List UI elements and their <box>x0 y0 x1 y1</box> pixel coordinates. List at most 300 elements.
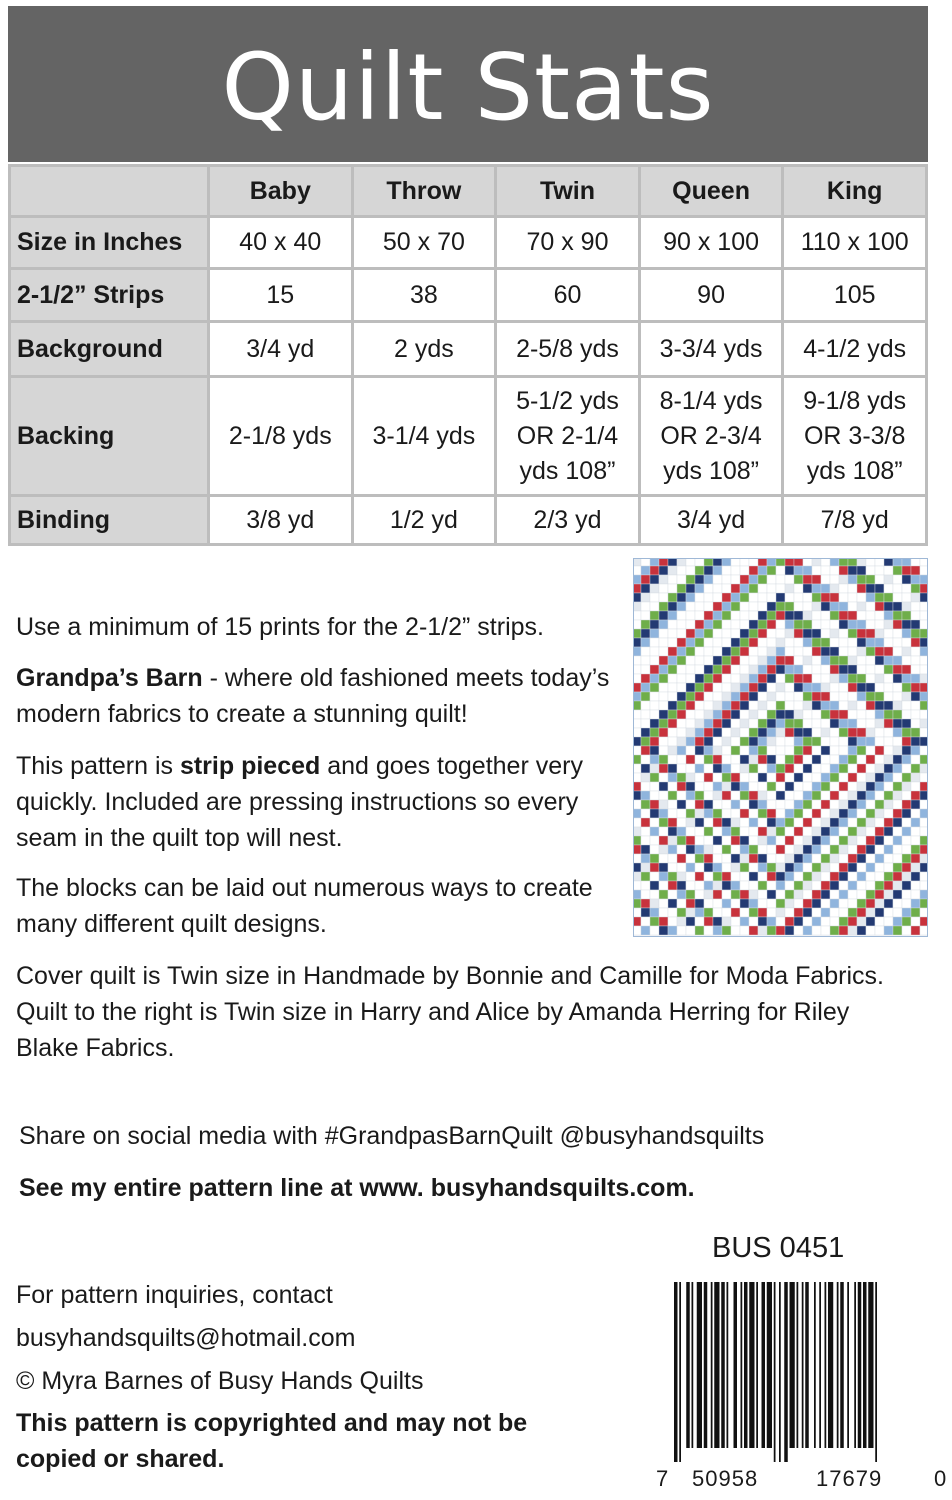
quilt-patch <box>634 566 641 575</box>
quilt-patch <box>659 764 668 773</box>
quilt-patch <box>749 827 758 836</box>
quilt-patch <box>722 665 731 674</box>
quilt-patch <box>722 638 731 647</box>
quilt-patch <box>830 791 839 800</box>
quilt-patch <box>641 638 650 647</box>
quilt-patch <box>677 800 686 809</box>
quilt-patch <box>839 719 848 728</box>
quilt-patch <box>911 854 920 863</box>
quilt-patch <box>668 728 677 737</box>
quilt-patch <box>857 683 866 692</box>
quilt-patch <box>634 899 641 908</box>
quilt-patch <box>920 611 927 620</box>
quilt-patch <box>749 746 758 755</box>
barcode-bar <box>814 1282 816 1448</box>
quilt-patch <box>812 728 821 737</box>
quilt-patch <box>704 683 713 692</box>
quilt-patch <box>650 701 659 710</box>
quilt-patch <box>740 620 749 629</box>
quilt-patch <box>677 683 686 692</box>
quilt-patch <box>740 926 749 935</box>
quilt-patch <box>659 755 668 764</box>
quilt-patch <box>722 764 731 773</box>
quilt-patch <box>812 782 821 791</box>
quilt-patch <box>677 899 686 908</box>
quilt-patch <box>902 890 911 899</box>
quilt-patch <box>857 818 866 827</box>
quilt-patch <box>767 665 776 674</box>
table-cell: 110 x 100 <box>784 218 925 267</box>
quilt-patch <box>713 584 722 593</box>
quilt-patch <box>875 872 884 881</box>
quilt-patch <box>821 647 830 656</box>
quilt-patch <box>686 611 695 620</box>
quilt-patch <box>884 845 893 854</box>
quilt-patch <box>650 566 659 575</box>
quilt-patch <box>758 559 767 566</box>
quilt-patch <box>812 773 821 782</box>
quilt-patch <box>893 917 902 926</box>
quilt-patch <box>848 755 857 764</box>
quilt-patch <box>758 701 767 710</box>
quilt-patch <box>875 656 884 665</box>
quilt-patch <box>857 755 866 764</box>
quilt-patch <box>848 908 857 917</box>
quilt-patch <box>767 629 776 638</box>
quilt-patch <box>722 674 731 683</box>
quilt-patch <box>713 719 722 728</box>
quilt-patch <box>884 755 893 764</box>
quilt-patch <box>641 854 650 863</box>
quilt-patch <box>812 881 821 890</box>
quilt-patch <box>650 737 659 746</box>
quilt-patch <box>884 809 893 818</box>
quilt-patch <box>659 737 668 746</box>
quilt-patch <box>785 683 794 692</box>
quilt-patch <box>668 917 677 926</box>
quilt-patch <box>740 584 749 593</box>
quilt-patch <box>695 692 704 701</box>
quilt-patch <box>920 593 927 602</box>
quilt-patch <box>893 559 902 566</box>
quilt-patch <box>659 620 668 629</box>
quilt-patch <box>839 899 848 908</box>
quilt-patch <box>713 917 722 926</box>
quilt-patch <box>722 917 731 926</box>
quilt-patch <box>893 683 902 692</box>
quilt-patch <box>812 683 821 692</box>
quilt-patch <box>731 620 740 629</box>
quilt-patch <box>857 836 866 845</box>
quilt-patch <box>902 692 911 701</box>
quilt-patch <box>767 674 776 683</box>
quilt-patch <box>722 692 731 701</box>
quilt-patch <box>695 764 704 773</box>
quilt-patch <box>920 863 927 872</box>
quilt-patch <box>848 746 857 755</box>
quilt-patch <box>875 674 884 683</box>
quilt-patch <box>695 917 704 926</box>
quilt-patch <box>794 809 803 818</box>
quilt-patch <box>634 863 641 872</box>
column-header: Twin <box>497 167 638 215</box>
quilt-patch <box>650 782 659 791</box>
quilt-patch <box>704 629 713 638</box>
quilt-patch <box>704 926 713 935</box>
quilt-patch <box>659 746 668 755</box>
quilt-patch <box>857 881 866 890</box>
table-cell: 38 <box>354 270 495 320</box>
quilt-patch <box>857 791 866 800</box>
quilt-patch <box>650 683 659 692</box>
quilt-patch <box>902 611 911 620</box>
quilt-patch <box>704 800 713 809</box>
quilt-patch <box>713 647 722 656</box>
quilt-patch <box>713 836 722 845</box>
quilt-patch <box>713 737 722 746</box>
quilt-patch <box>731 575 740 584</box>
quilt-patch <box>803 791 812 800</box>
quilt-patch <box>911 683 920 692</box>
quilt-patch <box>821 674 830 683</box>
quilt-patch <box>659 710 668 719</box>
quilt-patch <box>767 602 776 611</box>
quilt-patch <box>668 926 677 935</box>
row-label: Size in Inches <box>11 218 207 267</box>
quilt-patch <box>875 881 884 890</box>
quilt-patch <box>839 647 848 656</box>
quilt-patch <box>830 746 839 755</box>
quilt-patch <box>857 926 866 935</box>
quilt-patch <box>767 818 776 827</box>
quilt-patch <box>848 665 857 674</box>
quilt-patch <box>713 602 722 611</box>
quilt-patch <box>668 674 677 683</box>
quilt-patch <box>875 620 884 629</box>
quilt-patch <box>785 791 794 800</box>
quilt-patch <box>641 899 650 908</box>
quilt-patch <box>749 611 758 620</box>
quilt-patch <box>758 881 767 890</box>
quilt-patch <box>731 899 740 908</box>
quilt-patch <box>839 728 848 737</box>
quilt-patch <box>713 611 722 620</box>
quilt-patch <box>704 701 713 710</box>
quilt-patch <box>911 764 920 773</box>
quilt-patch <box>641 818 650 827</box>
quilt-patch <box>758 845 767 854</box>
quilt-patch <box>650 908 659 917</box>
quilt-patch <box>866 710 875 719</box>
quilt-patch <box>659 800 668 809</box>
quilt-patch <box>920 881 927 890</box>
barcode-bar <box>711 1282 713 1448</box>
quilt-patch <box>875 845 884 854</box>
quilt-patch <box>722 854 731 863</box>
quilt-patch <box>875 818 884 827</box>
barcode-digits-right: 17679 <box>816 1466 883 1491</box>
quilt-patch <box>821 665 830 674</box>
quilt-patch <box>794 836 803 845</box>
quilt-patch <box>803 827 812 836</box>
quilt-patch <box>704 836 713 845</box>
inquiries-text: For pattern inquiries, contact <box>16 1281 333 1309</box>
quilt-patch <box>848 575 857 584</box>
quilt-patch <box>794 845 803 854</box>
quilt-patch <box>812 611 821 620</box>
quilt-patch <box>767 881 776 890</box>
quilt-patch <box>911 782 920 791</box>
quilt-patch <box>884 566 893 575</box>
quilt-patch <box>758 917 767 926</box>
quilt-patch <box>848 602 857 611</box>
quilt-patch <box>893 692 902 701</box>
quilt-patch <box>902 818 911 827</box>
table-cell: 5-1/2 yds OR 2-1/4 yds 108” <box>497 378 638 494</box>
quilt-patch <box>722 863 731 872</box>
quilt-patch <box>794 818 803 827</box>
quilt-patch <box>857 872 866 881</box>
quilt-patch <box>722 710 731 719</box>
quilt-patch <box>677 773 686 782</box>
quilt-patch <box>875 827 884 836</box>
quilt-patch <box>659 917 668 926</box>
quilt-patch <box>794 773 803 782</box>
quilt-patch <box>848 863 857 872</box>
barcode-bar <box>704 1282 708 1448</box>
quilt-patch <box>839 773 848 782</box>
quilt-patch <box>641 863 650 872</box>
quilt-patch <box>830 917 839 926</box>
row-label: 2-1/2” Strips <box>11 270 207 320</box>
quilt-patch <box>767 926 776 935</box>
quilt-patch <box>686 575 695 584</box>
quilt-patch <box>695 683 704 692</box>
quilt-patch <box>650 845 659 854</box>
quilt-patch <box>857 629 866 638</box>
quilt-patch <box>821 593 830 602</box>
quilt-patch <box>812 566 821 575</box>
quilt-patch <box>848 764 857 773</box>
quilt-patch <box>902 764 911 773</box>
quilt-patch <box>794 899 803 908</box>
quilt-patch <box>785 611 794 620</box>
quilt-patch <box>857 620 866 629</box>
quilt-patch <box>857 728 866 737</box>
quilt-patch <box>695 800 704 809</box>
quilt-patch <box>821 656 830 665</box>
quilt-patch <box>893 710 902 719</box>
quilt-patch <box>884 836 893 845</box>
quilt-patch <box>920 791 927 800</box>
quilt-patch <box>803 809 812 818</box>
quilt-patch <box>731 638 740 647</box>
quilt-patch <box>857 773 866 782</box>
quilt-patch <box>722 845 731 854</box>
quilt-patch <box>839 566 848 575</box>
quilt-patch <box>857 575 866 584</box>
quilt-patch <box>695 566 704 575</box>
quilt-patch <box>686 827 695 836</box>
quilt-patch <box>659 791 668 800</box>
quilt-patch <box>659 701 668 710</box>
quilt-patch <box>695 629 704 638</box>
quilt-patch <box>911 881 920 890</box>
quilt-patch <box>731 755 740 764</box>
quilt-patch <box>893 701 902 710</box>
quilt-patch <box>677 764 686 773</box>
quilt-patch <box>776 863 785 872</box>
barcode <box>672 1282 934 1462</box>
quilt-patch <box>803 629 812 638</box>
quilt-patch <box>740 782 749 791</box>
quilt-patch <box>695 854 704 863</box>
quilt-patch <box>785 746 794 755</box>
quilt-patch <box>821 692 830 701</box>
quilt-patch <box>650 638 659 647</box>
quilt-patch <box>884 602 893 611</box>
website-line: See my entire pattern line at www. busyhandsquilts.com. <box>19 1174 695 1202</box>
quilt-patch <box>749 602 758 611</box>
quilt-patch <box>695 665 704 674</box>
quilt-patch <box>767 764 776 773</box>
quilt-patch <box>776 674 785 683</box>
quilt-patch <box>659 872 668 881</box>
quilt-patch <box>659 845 668 854</box>
table-row <box>11 218 925 267</box>
quilt-patch <box>668 575 677 584</box>
quilt-patch <box>704 863 713 872</box>
quilt-patch <box>731 791 740 800</box>
quilt-patch <box>884 737 893 746</box>
quilt-patch <box>668 863 677 872</box>
quilt-patch <box>794 746 803 755</box>
quilt-patch <box>641 881 650 890</box>
quilt-patch <box>821 773 830 782</box>
quilt-patch <box>812 899 821 908</box>
quilt-patch <box>767 728 776 737</box>
quilt-patch <box>767 656 776 665</box>
quilt-patch <box>641 559 650 566</box>
quilt-patch <box>704 710 713 719</box>
quilt-patch <box>713 899 722 908</box>
quilt-patch <box>740 701 749 710</box>
quilt-patch <box>668 908 677 917</box>
quilt-patch <box>713 566 722 575</box>
quilt-patch <box>830 800 839 809</box>
quilt-patch <box>641 764 650 773</box>
quilt-patch <box>776 908 785 917</box>
quilt-patch <box>794 800 803 809</box>
quilt-patch <box>785 836 794 845</box>
quilt-patch <box>767 863 776 872</box>
quilt-patch <box>740 692 749 701</box>
quilt-patch <box>686 809 695 818</box>
quilt-patch <box>695 647 704 656</box>
quilt-patch <box>803 602 812 611</box>
quilt-patch <box>758 800 767 809</box>
quilt-patch <box>794 575 803 584</box>
quilt-patch <box>830 845 839 854</box>
quilt-patch <box>749 791 758 800</box>
quilt-patch <box>731 701 740 710</box>
quilt-patch <box>902 638 911 647</box>
quilt-patch <box>794 890 803 899</box>
quilt-patch <box>731 854 740 863</box>
quilt-patch <box>713 908 722 917</box>
quilt-patch <box>830 908 839 917</box>
quilt-patch <box>893 593 902 602</box>
quilt-patch <box>785 773 794 782</box>
quilt-patch <box>641 584 650 593</box>
quilt-patch <box>758 890 767 899</box>
quilt-patch <box>866 656 875 665</box>
quilt-patch <box>794 629 803 638</box>
quilt-patch <box>875 917 884 926</box>
quilt-patch <box>785 737 794 746</box>
quilt-patch <box>911 791 920 800</box>
quilt-patch <box>803 575 812 584</box>
quilt-patch <box>893 827 902 836</box>
quilt-patch <box>893 620 902 629</box>
quilt-patch <box>740 800 749 809</box>
quilt-patch <box>677 728 686 737</box>
quilt-patch <box>794 737 803 746</box>
quilt-patch <box>875 854 884 863</box>
quilt-patch <box>794 764 803 773</box>
quilt-patch <box>767 559 776 566</box>
quilt-patch <box>812 737 821 746</box>
quilt-patch <box>839 683 848 692</box>
quilt-patch <box>767 773 776 782</box>
quilt-patch <box>758 854 767 863</box>
quilt-patch <box>785 845 794 854</box>
quilt-patch <box>785 559 794 566</box>
quilt-patch <box>695 638 704 647</box>
quilt-patch <box>677 674 686 683</box>
quilt-patch <box>794 638 803 647</box>
quilt-patch <box>641 656 650 665</box>
quilt-patch <box>821 638 830 647</box>
quilt-patch <box>902 575 911 584</box>
quilt-patch <box>704 782 713 791</box>
quilt-patch <box>866 917 875 926</box>
quilt-patch <box>634 728 641 737</box>
quilt-patch <box>920 575 927 584</box>
quilt-patch <box>731 827 740 836</box>
quilt-patch <box>893 611 902 620</box>
quilt-patch <box>830 872 839 881</box>
quilt-patch <box>794 908 803 917</box>
quilt-patch <box>641 746 650 755</box>
quilt-patch <box>704 728 713 737</box>
quilt-patch <box>884 872 893 881</box>
quilt-patch <box>893 926 902 935</box>
quilt-patch <box>749 701 758 710</box>
quilt-patch <box>785 800 794 809</box>
quilt-patch <box>695 719 704 728</box>
quilt-patch <box>830 683 839 692</box>
quilt-patch <box>758 710 767 719</box>
quilt-patch <box>884 800 893 809</box>
quilt-patch <box>821 782 830 791</box>
quilt-patch <box>677 818 686 827</box>
quilt-patch <box>911 593 920 602</box>
quilt-patch <box>650 575 659 584</box>
quilt-patch <box>713 692 722 701</box>
quilt-patch <box>776 665 785 674</box>
quilt-patch <box>920 674 927 683</box>
